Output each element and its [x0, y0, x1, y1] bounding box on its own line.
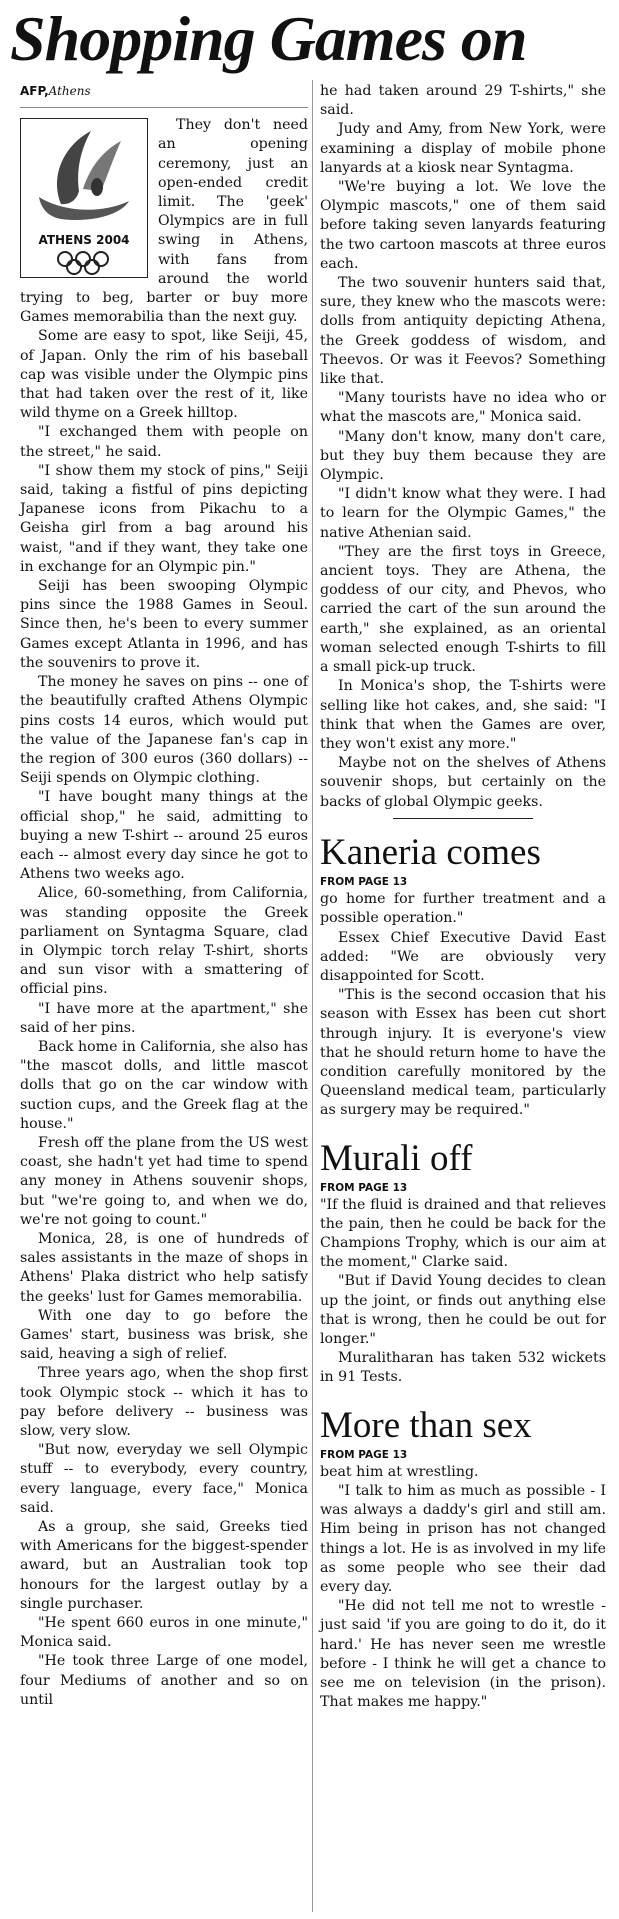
- paragraph: "They are the first toys in Greece, ancient toys. They are Athena, the goddess of our city, and Phevos, who carried the cart of the sun around the earth," she explained, as an oriental woman selected enough T-shirts to fill a small pick-up truck.: [320, 543, 606, 676]
- paragraph: The two souvenir hunters said that, sure, they knew who the mascots were: dolls from antiquity depicting Athena, the Greek goddess of wisdom, and Theevos. Or was it Feevos? Something like that.: [320, 275, 606, 388]
- paragraph: "He did not tell me not to wrestle - just said 'if you are going to do it, do it hard.' He has never seen me wrestle before - I think he will get a chance to see me on television (in the prison). That makes me happy.": [320, 1598, 606, 1711]
- paragraph: Maybe not on the shelves of Athens souvenir shops, but certainly on the backs of global Olympic geeks.: [320, 755, 606, 810]
- paragraph: "If the fluid is drained and that relieves the pain, then he could be back for the Champions Trophy, which is our aim at the moment," Clarke said.: [320, 1196, 606, 1271]
- jump-title: Kaneria comes: [320, 832, 541, 874]
- paragraph: The money he saves on pins -- one of the beautifully crafted Athens Olympic pins costs 14 euros, which would put the value of the Japanese fan's cap in the region of 300 euros (360 dollars) -- Seiji spends on Olympic clothing.: [20, 674, 308, 787]
- paragraph: "This is the second occasion that his season with Essex has been cut short through injury. It is everyone's view that he should return home to have the condition carefully monitored by the Queensland medical team, particularly as surgery may be required.": [320, 987, 606, 1119]
- jump-from-line: FROM PAGE 13: [320, 876, 408, 889]
- paragraph: "But if David Young decides to clean up the joint, or finds out anything else that is wrong, then he could be out for longer.": [320, 1273, 606, 1348]
- paragraph: Judy and Amy, from New York, were examining a display of mobile phone lanyards at a kiosk near Syntagma.: [320, 121, 606, 176]
- byline-agency: AFP,: [20, 84, 49, 98]
- column-divider: [312, 80, 313, 1912]
- paragraph: "I have bought many things at the official shop," he said, admitting to buying a new T-shirt -- around 25 euros each -- almost every day since he got to Athens two weeks ago.: [20, 789, 308, 883]
- jump-title: More than sex: [320, 1404, 532, 1446]
- right-column: [320, 82, 606, 1730]
- paragraph: Essex Chief Executive David East added: "We are obviously very disappointed for Scott.: [320, 929, 606, 985]
- paragraph: "Many tourists have no idea who or what the mascots are," Monica said.: [320, 390, 606, 426]
- paragraph: As a group, she said, Greeks tied with Americans for the biggest-spender award, but an Australian took top honours for the largest outlay by a single purchaser.: [20, 1519, 308, 1612]
- jump-kaneria: [320, 833, 606, 1120]
- byline: [20, 82, 308, 101]
- paragraph: Three years ago, when the shop first took Olympic stock -- which it has to pay before delivery -- business was slow, very slow.: [20, 1365, 308, 1440]
- byline-rule: [20, 107, 308, 108]
- paragraph: "I show them my stock of pins," Seiji said, taking a fistful of pins depicting Japanese icons from Pikachu to a Geisha girl from a bag around his waist, "and if they want, they take one in exchange for an Olympic pin.": [20, 462, 308, 575]
- headline: Shopping Games on: [10, 3, 527, 74]
- story-end-rule: [393, 818, 533, 820]
- paragraph: Muralitharan has taken 532 wickets in 91 Tests.: [320, 1350, 606, 1386]
- paragraph: Back home in California, she also has "the mascot dolls, and little mascot dolls that go on the car window with suction cups, and the Greek flag at the house.": [20, 1038, 308, 1132]
- paragraph: "I talk to him as much as possible - I was always a daddy's girl and still am. Him being in prison has not changed things a lot. He is as involved in my life as some people who see their dad every day.: [320, 1482, 606, 1595]
- paragraph: "He took three Large of one model, four Mediums of another and so on until: [20, 1653, 308, 1708]
- left-column: [20, 82, 308, 1710]
- jump-from-line: FROM PAGE 13: [320, 1448, 408, 1461]
- paragraph: They don't need an opening ceremony, just an open-ended credit limit. The 'geek' Olympics are in full swing in Athens, with fans from around the world trying to beg, barter or buy more Games memorabilia than the next guy.: [20, 117, 308, 326]
- paragraph: "But now, everyday we sell Olympic stuff -- to everybody, every country, every language, every face," Monica said.: [20, 1442, 308, 1516]
- paragraph: go home for further treatment and a possible operation.": [320, 891, 606, 927]
- jump-more-than-sex: [320, 1406, 606, 1713]
- paragraph: "I have more at the apartment," she said of her pins.: [20, 1000, 308, 1036]
- byline-city: Athens: [48, 84, 91, 98]
- logo-caption: ATHENS 2004: [38, 233, 130, 248]
- paragraph: Monica, 28, is one of hundreds of sales assistants in the maze of shops in Athens' Plaka district who help satisfy the geeks' lust for Games memorabilia.: [20, 1230, 308, 1305]
- paragraph: In Monica's shop, the T-shirts were selling like hot cakes, and, she said: "I think that when the Games are over, they won't exist any more.": [320, 678, 606, 752]
- paragraph: "He spent 660 euros in one minute," Monica said.: [20, 1615, 308, 1651]
- paragraph: With one day to go before the Games' start, business was brisk, she said, heaving a sigh of relief.: [20, 1307, 308, 1363]
- paragraph: "I exchanged them with people on the street," he said.: [20, 424, 308, 460]
- jump-title: Murali off: [320, 1137, 473, 1179]
- paragraph: Some are easy to spot, like Seiji, 45, of Japan. Only the rim of his baseball cap was visible under the Olympic pins that had taken over the rest of it, like wild thyme on a Greek hilltop.: [20, 328, 308, 422]
- paragraph: beat him at wrestling.: [320, 1463, 479, 1480]
- paragraph: Alice, 60-something, from California, was standing opposite the Greek parliament on Syntagma Square, clad in Olympic torch relay T-shirt, shorts and sun visor with a smattering of official pins.: [20, 885, 308, 998]
- paragraph: "We're buying a lot. We love the Olympic mascots," one of them said before taking seven lanyards featuring the two cartoon mascots at three euros each.: [320, 179, 606, 272]
- paragraph: Fresh off the plane from the US west coast, she hadn't yet had time to spend any money in Athens souvenir shops, but "we're going to, and when we do, we're not going to count.": [20, 1134, 308, 1228]
- paragraph: Seiji has been swooping Olympic pins since the 1988 Games in Seoul. Since then, he's been to every summer Games except Atlanta in 1996, and has the souvenirs to prove it.: [20, 578, 308, 671]
- olympic-rings-icon: [21, 119, 146, 276]
- jump-from-line: FROM PAGE 13: [320, 1181, 408, 1194]
- paragraph: he had taken around 29 T-shirts," she said.: [320, 83, 606, 119]
- paragraph: "Many don't know, many don't care, but they buy them because they are Olympic.: [320, 428, 606, 484]
- jump-murali: [320, 1139, 606, 1388]
- paragraph: "I didn't know what they were. I had to learn for the Olympic Games," the native Athenian said.: [320, 486, 606, 541]
- athens-2004-logo: [20, 118, 148, 278]
